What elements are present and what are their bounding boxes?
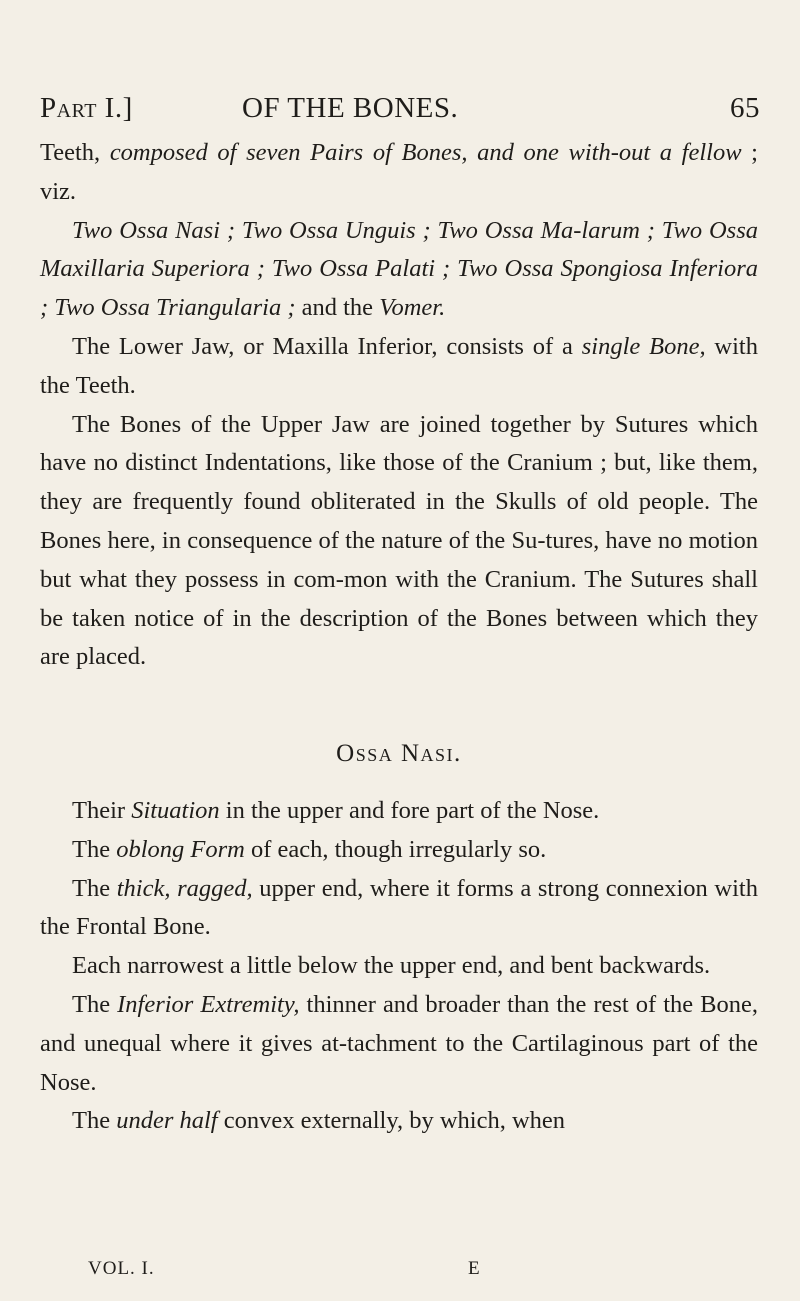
page-number: 65 bbox=[730, 92, 760, 124]
paragraph bbox=[40, 1102, 758, 1141]
text-span: The bbox=[72, 1107, 117, 1135]
paragraph bbox=[40, 212, 758, 328]
paragraph bbox=[40, 792, 758, 831]
paragraph bbox=[40, 986, 758, 1102]
italic-text: Two Ossa Nasi ; Two Ossa Unguis ; Two Ossa Ma-larum ; Two Ossa Maxillaria Superiora ; Two Ossa Palati ; Two Ossa Spongiosa Inferiora ; Two Ossa Triangularia ; bbox=[40, 216, 758, 322]
text-span: of each, though irregularly so. bbox=[244, 835, 547, 863]
paragraph bbox=[40, 947, 758, 986]
section-title: Ossa Nasi. bbox=[336, 740, 462, 768]
text-span: convex externally, by which, when bbox=[217, 1107, 566, 1135]
text-span: The Bones of the Upper Jaw are joined together by Sutures which have no distinct Indentations, like those of the Cranium ; but, like them, they are frequently found obliterated in the Skulls of old people. The Bones here, in consequence of the nature of the Su-tures, have no motion but what they possess in com-mon with the Cranium. The Sutures shall be taken notice of in the description of the Bones between which they are placed. bbox=[40, 410, 758, 671]
paragraph bbox=[40, 831, 758, 870]
text-span: with the Teeth. bbox=[40, 332, 758, 399]
text-span: upper end, where it forms a strong connexion with the Frontal Bone. bbox=[40, 874, 758, 941]
text-span: Each narrowest a little below the upper end, and bent backwards. bbox=[72, 952, 711, 980]
text-span: The Lower Jaw, or Maxilla Inferior, consists of a bbox=[72, 332, 582, 360]
text-span: thinner and broader than the rest of the Bone, and unequal where it gives at-tachment to the Cartilaginous part of the Nose. bbox=[40, 990, 758, 1096]
italic-text: under half bbox=[116, 1107, 218, 1135]
intro-paragraphs bbox=[40, 134, 758, 677]
section-paragraphs bbox=[40, 792, 758, 1141]
text-span: and the bbox=[295, 294, 380, 322]
italic-text: single Bone, bbox=[581, 332, 706, 360]
italic-text: composed of seven Pairs of Bones, and one with-out a fellow bbox=[109, 139, 742, 166]
volume-label: VOL. I. bbox=[88, 1258, 155, 1279]
page-body bbox=[40, 134, 758, 1141]
text-span: Teeth, bbox=[40, 139, 110, 166]
page-footer bbox=[88, 1258, 518, 1280]
paragraph bbox=[40, 328, 758, 406]
italic-text: Inferior Extremity, bbox=[117, 990, 300, 1018]
italic-text: oblong Form bbox=[116, 835, 245, 863]
part-label: Part I.] bbox=[40, 92, 133, 124]
paragraph bbox=[40, 134, 758, 212]
text-span: The bbox=[72, 990, 118, 1018]
text-span: The bbox=[72, 874, 117, 902]
text-span: The bbox=[72, 835, 117, 863]
text-span: in the upper and fore part of the Nose. bbox=[219, 796, 600, 824]
running-header bbox=[40, 92, 760, 128]
italic-text: thick, ragged, bbox=[116, 874, 253, 902]
italic-text: Situation bbox=[131, 796, 220, 824]
text-span: ; viz. bbox=[40, 139, 758, 205]
text-span: Their bbox=[72, 796, 132, 824]
signature-mark: E bbox=[468, 1258, 481, 1279]
paragraph bbox=[40, 406, 758, 678]
paragraph bbox=[40, 870, 758, 948]
italic-text: Vomer. bbox=[379, 294, 446, 322]
chapter-title: OF THE BONES. bbox=[242, 92, 459, 124]
